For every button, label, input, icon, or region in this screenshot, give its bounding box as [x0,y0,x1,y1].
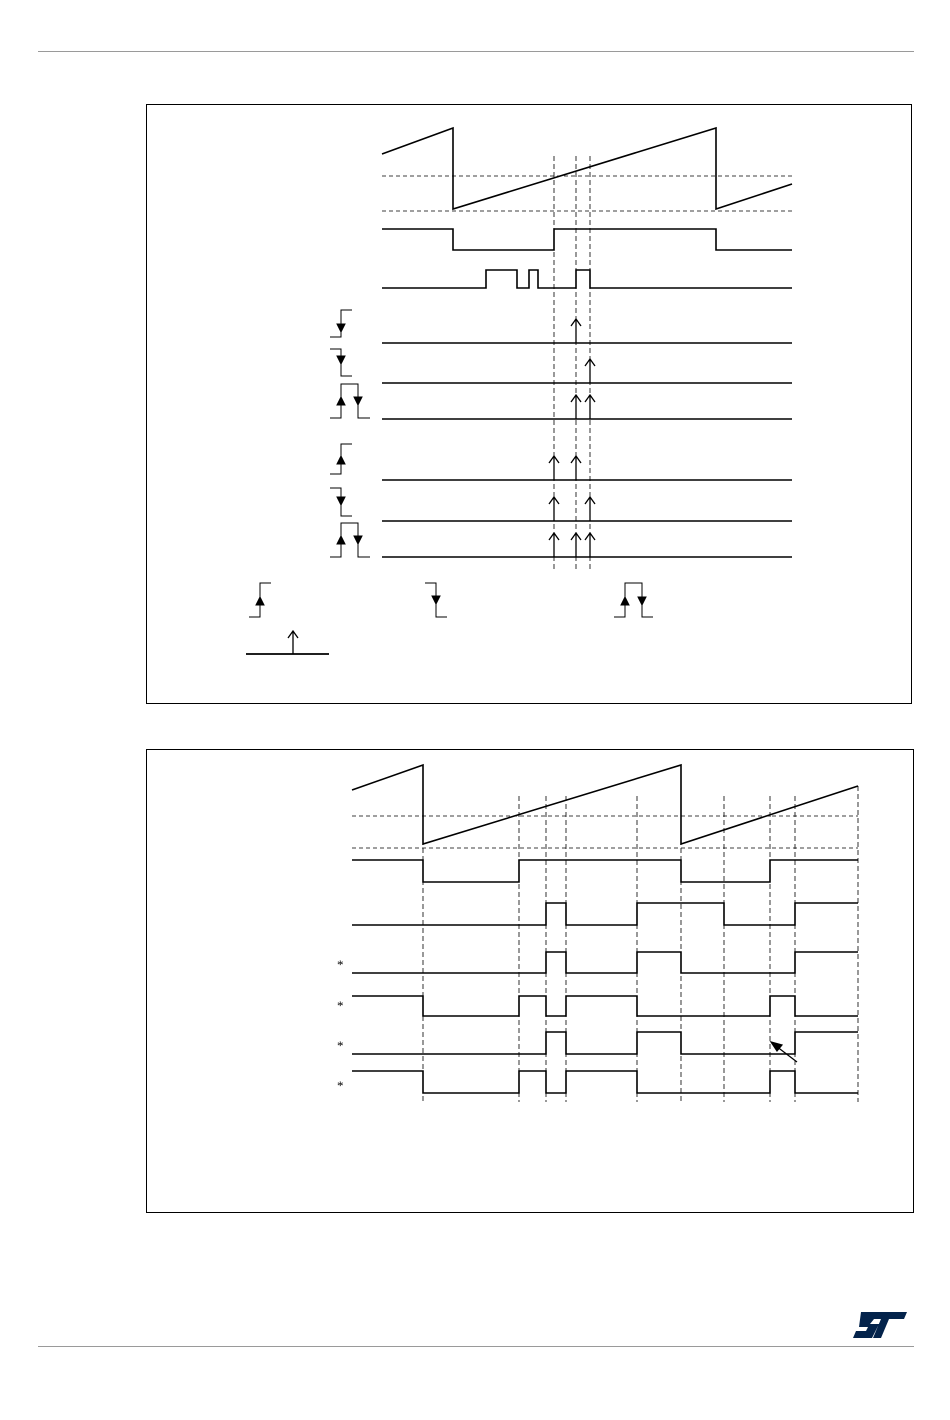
callout-arrow-icon [771,1042,797,1062]
figure1-input-waveform [382,270,792,288]
legend-falling-edge-icon [425,583,447,617]
row-marker: * [337,1078,344,1093]
falling-edge-icon [330,349,352,376]
row-marker: * [337,957,344,972]
figure2-direction-waveform [352,860,858,882]
row-marker: * [337,1038,344,1053]
legend-event-arrow-icon [246,631,329,654]
legend-rising-edge-icon [249,583,271,617]
both-edges-icon [330,523,370,557]
figure1-counter-waveform [382,128,792,209]
figure2-output-2-waveform [352,996,858,1016]
rising-edge-icon [330,444,352,474]
rising-edge-icon [330,310,352,337]
figure1-frame [147,105,912,704]
figure2-waveforms [352,860,858,1093]
figure2-frame [147,750,914,1213]
figure1-direction-waveform [382,229,792,250]
st-logo-icon [852,1311,908,1339]
row-marker: * [337,998,344,1013]
figure2-counter-waveform [352,765,858,844]
falling-edge-icon [330,488,352,516]
figure2-output-4-waveform [352,1071,858,1093]
figure2-output-1-waveform [352,952,858,973]
footer-rule [38,1346,914,1347]
both-edges-icon [330,384,370,418]
figure2-input-waveform [352,903,858,925]
legend-both-edges-icon [614,583,653,617]
